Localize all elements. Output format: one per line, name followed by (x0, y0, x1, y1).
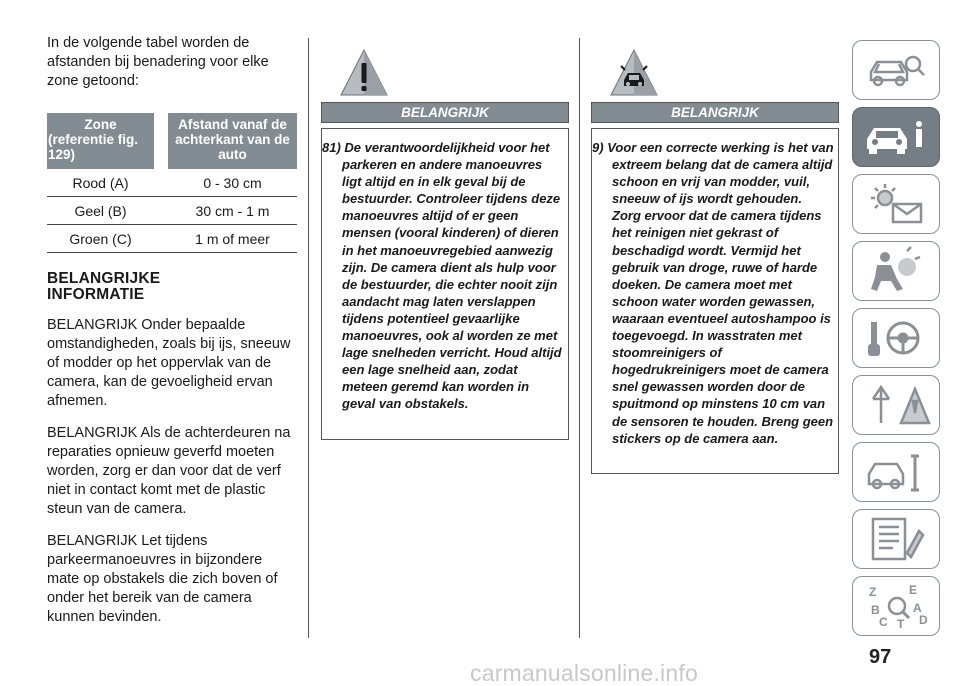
intro-text: In de volgende tabel worden de afstanden bij benadering voor elke zone getoond: (47, 35, 269, 89)
paragraph: BELANGRIJK Let tijdens parkeermanoeuvres in bijzondere mate op obstakels die zich boven of onder het bereik van de camera kunnen bevinden. (47, 533, 278, 625)
distance-cell: 30 cm - 1 m (195, 202, 270, 219)
section-title: BELANGRIJKE INFORMATIE (47, 270, 161, 303)
svg-text:E: E (909, 583, 918, 597)
header-zone: Zone (referentie fig. 129) (47, 113, 154, 169)
table-row (47, 169, 297, 197)
road-warning-icon[interactable] (852, 375, 940, 435)
warning-title: BELANGRIJK (321, 102, 569, 123)
zone-cell: Geel (B) (74, 202, 127, 219)
distance-table (47, 113, 297, 253)
specs-list-icon[interactable] (852, 509, 940, 569)
watermark: carmanualsonline.info (470, 660, 698, 686)
warning-title: BELANGRIJK (591, 102, 839, 123)
table-row (47, 225, 297, 253)
steering-key-icon[interactable] (852, 308, 940, 368)
main-column (47, 34, 297, 627)
column-divider (579, 38, 580, 638)
zone-cell: Rood (A) (72, 174, 129, 191)
warning-box-2 (591, 48, 839, 474)
svg-text:T: T (897, 617, 905, 631)
svg-text:C: C (879, 615, 888, 629)
table-header (47, 113, 297, 169)
warning-text: 9) Voor een correcte werking is het van extreem belang dat de camera altijd schoon en vrij van modder, vuil, sneeuw of ijs wordt gehouden. Zorg ervoor dat de camera tijdens het reinigen niet gekrast of beschadigd wordt. Vermijd het gebruik van droge, ruwe of harde doeken. De camera moet met schoon water worden gewassen, waaraan eventueel autoshampoo is toegevoegd. In wasstraten met stoomreinigers of hogedrukreinigers moet de camera snel gewassen worden door de spuitmond op minstens 10 cm van de sensoren te houden. Breng geen stickers op de camera aan. (591, 128, 839, 474)
svg-text:D: D (919, 613, 928, 627)
warning-box-1 (321, 48, 569, 440)
table-row (47, 197, 297, 225)
distance-cell: 1 m of meer (195, 230, 270, 247)
index-search-icon[interactable] (852, 576, 940, 636)
svg-text:Z: Z (869, 585, 877, 599)
exclamation-warning-icon (339, 48, 389, 98)
column-divider (308, 38, 309, 638)
chapter-sidebar (852, 40, 940, 643)
distance-cell: 0 - 30 cm (203, 174, 262, 191)
svg-text:B: B (871, 603, 880, 617)
car-info-icon[interactable] (852, 107, 940, 167)
car-service-icon[interactable] (852, 442, 940, 502)
paragraph: BELANGRIJK Onder bepaalde omstandigheden, zoals bij ijs, sneeuw of modder op het oppervlak van de camera, kan de gevoeligheid ervan afnemen. (47, 317, 291, 409)
car-search-icon[interactable] (852, 40, 940, 100)
page-number: 97 (869, 646, 892, 668)
paragraph: BELANGRIJK Als de achterdeuren na reparaties opnieuw geverfd moeten worden, zorg er dan voor dat de verf niet in contact komt met de plastic steun van de camera. (47, 425, 291, 517)
header-distance: Afstand vanaf de achterkant van de auto (168, 113, 297, 169)
zone-cell: Groen (C) (69, 230, 132, 247)
svg-text:A: A (913, 601, 922, 615)
airbag-safety-icon[interactable] (852, 241, 940, 301)
lights-message-icon[interactable] (852, 174, 940, 234)
car-warning-icon (609, 48, 659, 98)
warning-text: 81) De verantwoordelijkheid voor het parkeren en andere manoeuvres ligt altijd en in elk geval bij de bestuurder. Controleer tijdens deze manoeuvres altijd of er geen mensen (vooral kinderen) of dieren in het manoeuvregebied aanwezig zijn. De camera dient als hulp voor de bestuurder, die echter nooit zijn aandacht mag laten verslappen tijdens potentieel gevaarlijke manoeuvres, ook al worden ze met lage snelheden verricht. Houd altijd een lage snelheid aan, zodat meteen geremd kan worden in geval van obstakels. (321, 128, 569, 440)
